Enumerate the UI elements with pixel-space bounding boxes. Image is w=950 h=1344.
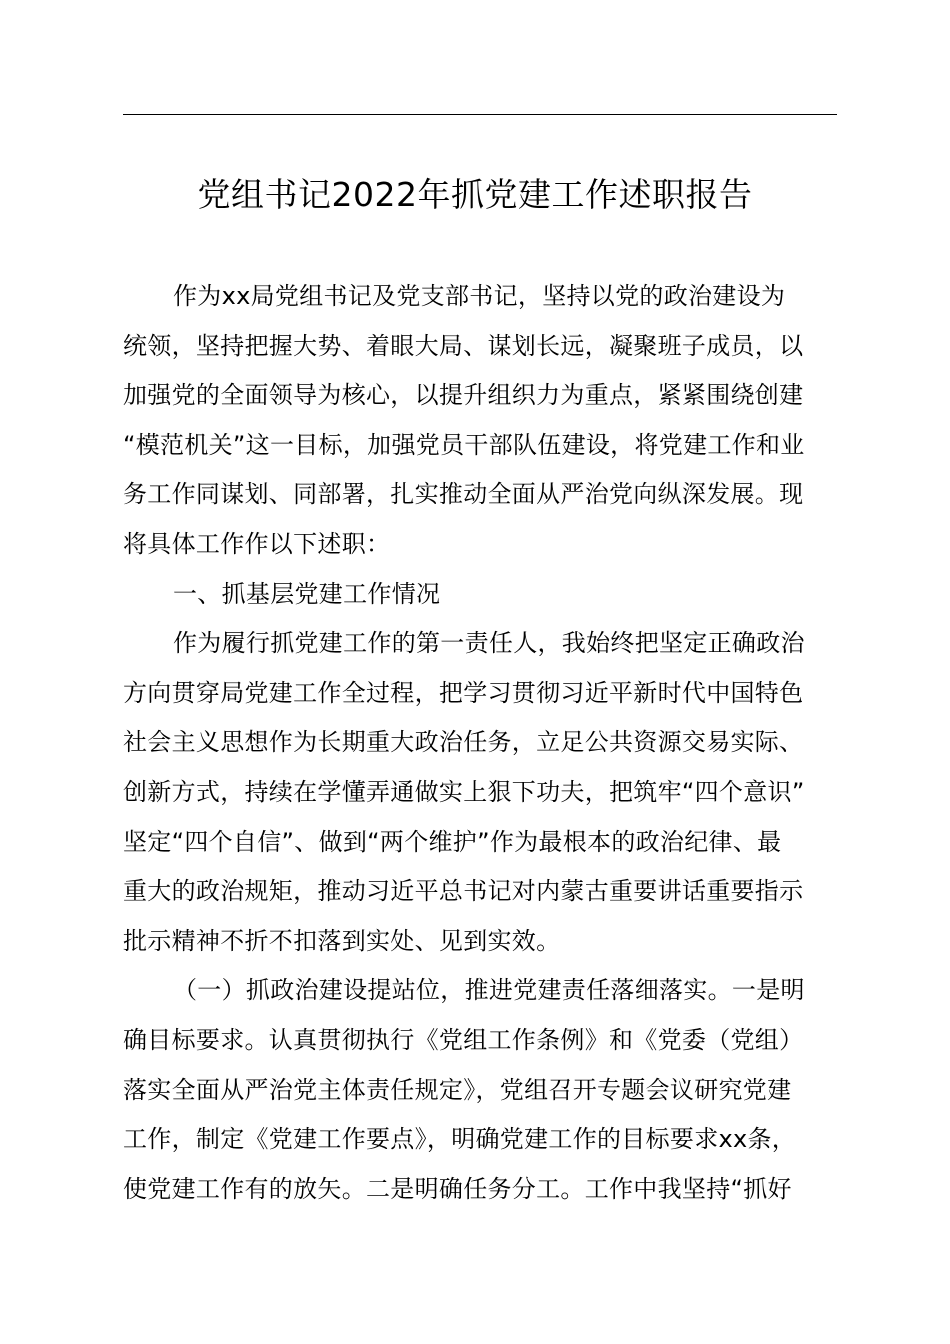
section-heading: 一、抓基层党建工作情况	[173, 579, 441, 608]
text-line: 社会主义思想作为长期重大政治任务，立足公共资源交易实际、	[123, 728, 804, 757]
text-line: 加强党的全面领导为核心，以提升组织力为重点，紧紧围绕创建	[123, 381, 804, 410]
text-line: 方向贯穿局党建工作全过程，把学习贯彻习近平新时代中国特色	[123, 678, 804, 707]
text-line: 落实全面从严治党主体责任规定》，党组召开专题会议研究党建	[123, 1075, 792, 1104]
text-line: （一）抓政治建设提站位，推进党建责任落细落实。一是明	[173, 976, 805, 1005]
text-line: 重大的政治规矩，推动习近平总书记对内蒙古重要讲话重要指示	[123, 877, 804, 906]
text-line: 使党建工作有的放矢。二是明确任务分工。工作中我坚持“抓好	[123, 1174, 792, 1203]
text-line: 作为履行抓党建工作的第一责任人，我始终把坚定正确政治	[173, 629, 805, 658]
text-line: 作为xx局党组书记及党支部书记，坚持以党的政治建设为	[173, 282, 786, 310]
text-line: 将具体工作作以下述职：	[123, 529, 391, 558]
text-line: 批示精神不折不扣落到实处、见到实效。	[123, 926, 561, 955]
text-line: 工作，制定《党建工作要点》，明确党建工作的目标要求xx条，	[123, 1125, 797, 1154]
text-line: “模范机关”这一目标，加强党员干部队伍建设，将党建工作和业	[123, 430, 805, 459]
text-line: 统领，坚持把握大势、着眼大局、谋划长远，凝聚班子成员，以	[123, 331, 804, 360]
text-line: 确目标要求。认真贯彻执行《党组工作条例》和《党委（党组）	[123, 1025, 804, 1054]
text-line: 创新方式，持续在学懂弄通做实上狠下功夫，把筑牢“四个意识”	[123, 777, 805, 806]
header-rule	[123, 114, 837, 115]
text-line: 坚定“四个自信”、做到“两个维护”作为最根本的政治纪律、最	[123, 827, 782, 856]
text-line: 务工作同谋划、同部署，扎实推动全面从严治党向纵深发展。现	[123, 480, 804, 509]
document-title: 党组书记2022年抓党建工作述职报告	[197, 175, 753, 214]
document-body	[123, 272, 837, 1214]
